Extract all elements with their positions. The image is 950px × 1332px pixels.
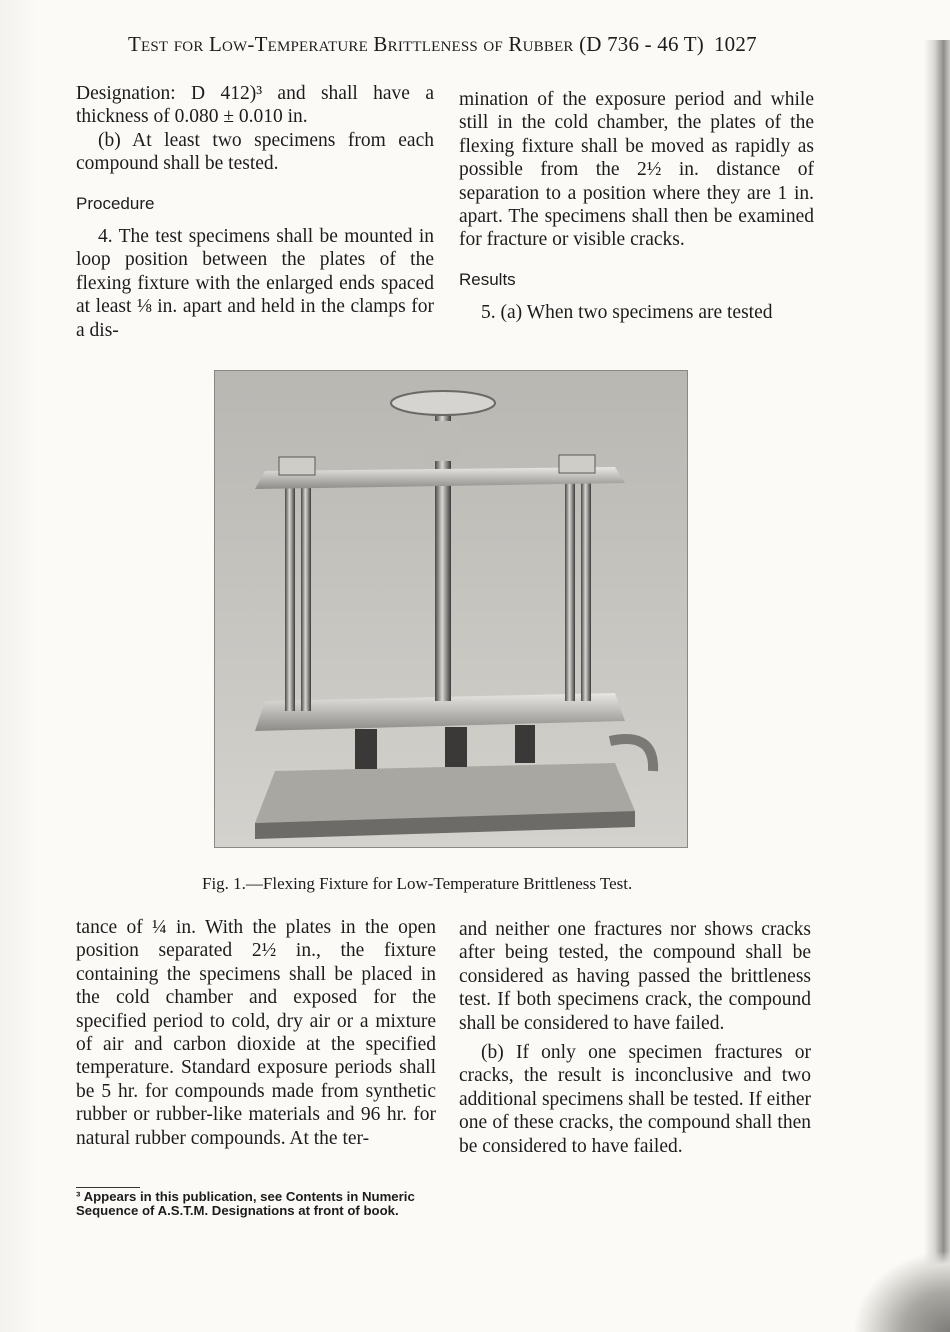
header-title: Test for Low-Temperature Brittleness of Rubber (D 736 - 46 T) bbox=[128, 32, 704, 56]
scan-edge-right bbox=[924, 40, 950, 1332]
column-bottom-left bbox=[76, 916, 436, 1150]
paragraph-specimens: (b) At least two specimens from each compound shall be tested. bbox=[76, 129, 434, 175]
figure-photo-flexing-fixture bbox=[214, 370, 688, 848]
paragraph-exposure: tance of ¼ in. With the plates in the open position separated 2½ in., the fixture containing the specimens shall be placed in the cold chamber and exposed for the specified period to cold, dry air or a mixture of air and carbon dioxide at the specified temperature. Standard exposure periods shall be 5 hr. for compounds made from synthetic rubber or rubber-like materials and 96 hr. for natural rubber compounds. At the ter- bbox=[76, 917, 436, 1149]
paragraph-results-a-cont: and neither one fractures nor shows cracks after being tested, the compound shall be considered as having passed the brittleness test. If both specimens crack, the compound shall be considered to have failed. bbox=[459, 919, 811, 1034]
scan-edge-left bbox=[0, 0, 38, 1332]
heading-results: Results bbox=[459, 269, 516, 289]
column-top-right bbox=[459, 88, 814, 325]
flexing-fixture-illustration bbox=[215, 371, 687, 847]
paragraph-results-b: (b) If only one specimen fractures or cracks, the result is inconclusive and two additional specimens shall be tested. If either one of these cracks, the compound shall then be considered to have failed. bbox=[459, 1042, 811, 1157]
heading-procedure: Procedure bbox=[76, 193, 155, 213]
footnote-rule bbox=[76, 1187, 140, 1188]
figure-caption: Fig. 1.—Flexing Fixture for Low-Temperature Brittleness Test. bbox=[202, 874, 633, 893]
footnote: ³ Appears in this publication, see Contents in Numeric Sequence of A.S.T.M. Designations at front of book. bbox=[76, 1189, 415, 1218]
paragraph-designation: Designation: D 412)³ and shall have a thickness of 0.080 ± 0.010 in. bbox=[76, 83, 434, 128]
column-top-left bbox=[76, 82, 434, 342]
page-number: 1027 bbox=[713, 32, 757, 56]
paragraph-results-a: 5. (a) When two specimens are tested bbox=[481, 302, 773, 324]
running-header bbox=[128, 32, 828, 57]
paragraph-procedure: 4. The test specimens shall be mounted in loop position between the plates of the flexing fixture with the enlarged ends spaced at least ⅛ in. apart and held in the clamps for a dis- bbox=[76, 226, 434, 341]
page-corner-curl bbox=[855, 1252, 950, 1332]
column-bottom-right bbox=[459, 918, 811, 1158]
paragraph-exposure-end: mination of the exposure period and while still in the cold chamber, the plates of the flexing fixture shall be moved as rapidly as possible from the 2½ in. distance of separation to a position where they are 1 in. apart. The specimens shall then be examined for fracture or visible cracks. bbox=[459, 89, 814, 251]
